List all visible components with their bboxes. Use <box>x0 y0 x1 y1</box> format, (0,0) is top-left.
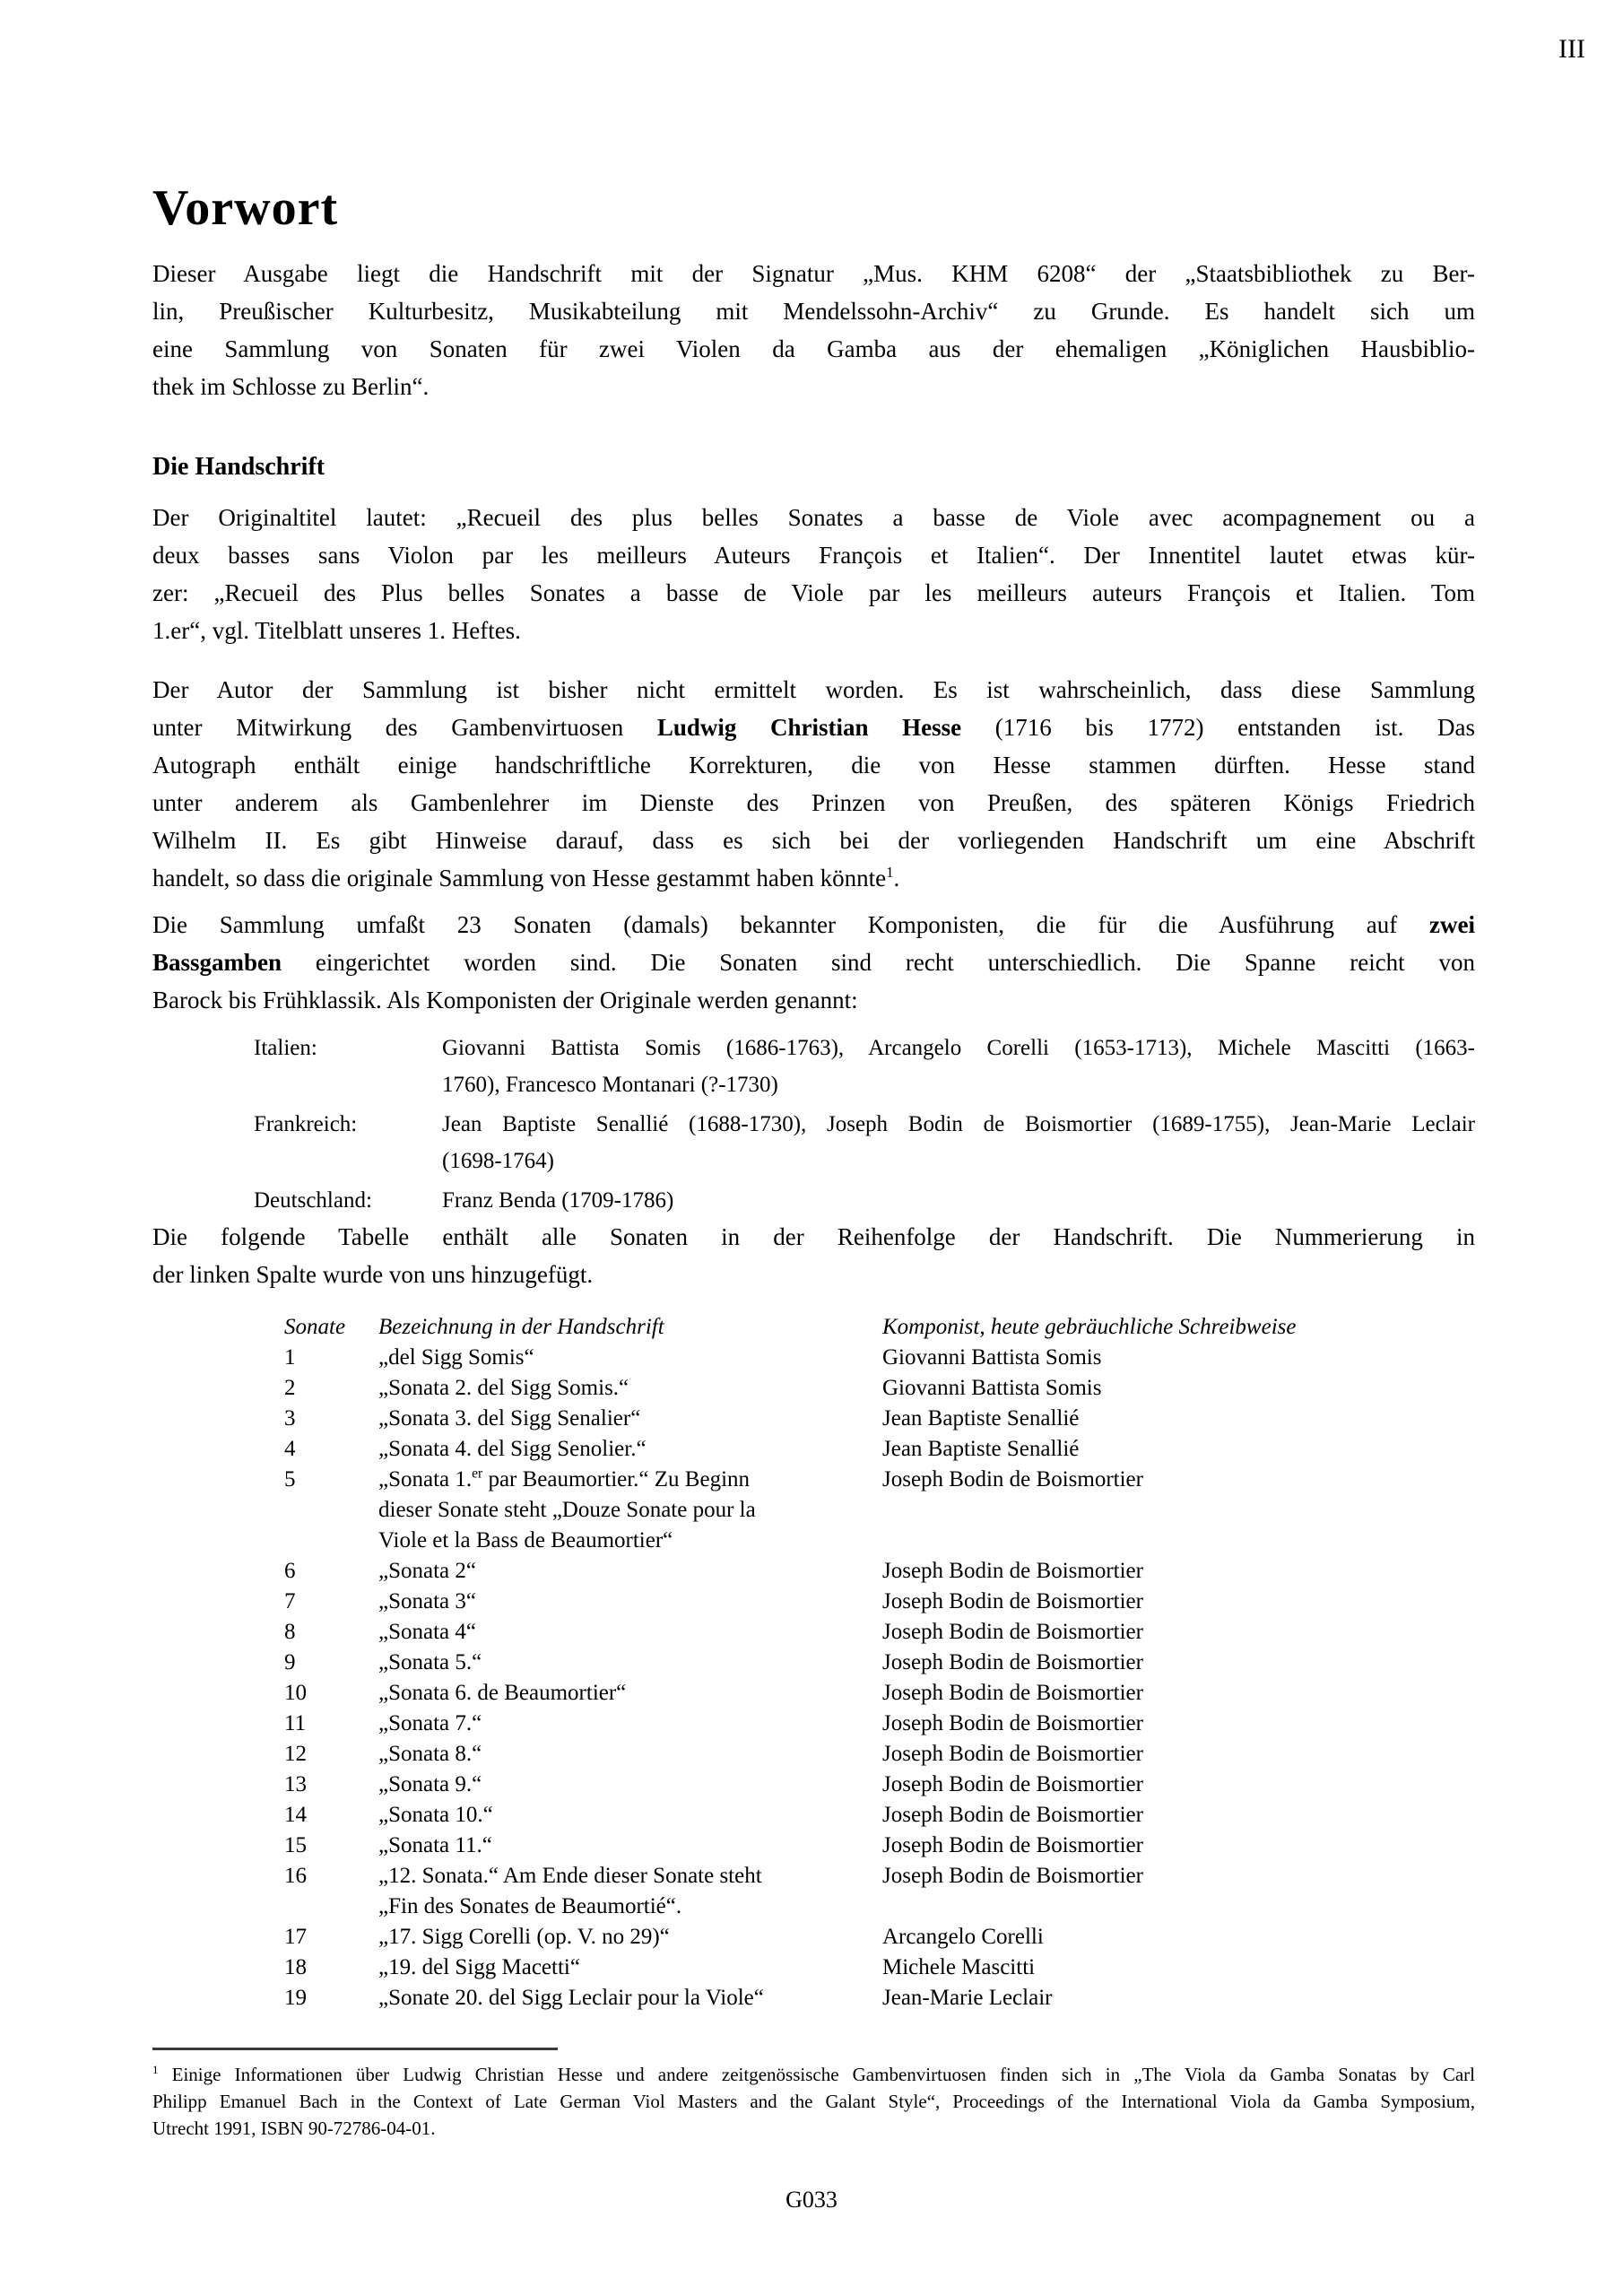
composer-region-label: Frankreich: <box>254 1112 358 1136</box>
text-line: unter anderem als Gambenlehrer im Dienste des Prinzen von Preußen, des späteren Königs Friedrich <box>152 789 1475 816</box>
text-line: (1698-1764) <box>442 1149 554 1173</box>
sonata-bezeichnung: „Sonata 4“ <box>378 1620 476 1644</box>
sonata-komponist: Joseph Bodin de Boismortier <box>882 1711 1143 1735</box>
footnote-separator-rule <box>152 2048 558 2050</box>
sonata-number: 15 <box>284 1833 307 1857</box>
text-line: Dieser Ausgabe liegt die Handschrift mit der Signatur „Mus. KHM 6208“ der „Staatsbibliothek zu Ber- <box>152 260 1475 287</box>
column-header-sonate: Sonate <box>284 1315 346 1339</box>
sonata-bezeichnung: „Sonata 3“ <box>378 1589 476 1613</box>
text-line: Autograph enthält einige handschriftliche Korrekturen, die von Hesse stammen dürften. Hesse stand <box>152 752 1475 778</box>
text-line: Franz Benda (1709-1786) <box>442 1188 674 1213</box>
sonata-komponist: Jean-Marie Leclair <box>882 1986 1053 2010</box>
sonata-number <box>284 1526 378 1556</box>
sonata-komponist <box>882 1495 1475 1526</box>
sonata-bezeichnung: dieser Sonate steht „Douze Sonate pour la <box>378 1498 756 1522</box>
sonata-komponist: Joseph Bodin de Boismortier <box>882 1650 1143 1674</box>
text-line <box>152 944 1475 981</box>
table-row <box>152 1434 1475 1465</box>
sonata-bezeichnung: „Sonata 4. del Sigg Senolier.“ <box>378 1437 647 1461</box>
sonata-komponist: Giovanni Battista Somis <box>882 1376 1102 1400</box>
sonata-number: 2 <box>284 1376 296 1400</box>
sonata-komponist: Joseph Bodin de Boismortier <box>882 1772 1143 1796</box>
text-line: 1760), Francesco Montanari (?-1730) <box>442 1073 778 1097</box>
sonata-bezeichnung: „19. del Sigg Macetti“ <box>378 1955 580 1979</box>
text-line: Giovanni Battista Somis (1686-1763), Arcangelo Corelli (1653-1713), Michele Mascitti (1663- <box>442 1036 1475 1060</box>
sonata-komponist: Joseph Bodin de Boismortier <box>882 1833 1143 1857</box>
composer-region-label: Deutschland: <box>254 1188 372 1213</box>
sonata-komponist: Joseph Bodin de Boismortier <box>882 1589 1143 1613</box>
sonata-bezeichnung: „Sonata 7.“ <box>378 1711 482 1735</box>
sonata-komponist: Jean Baptiste Senallié <box>882 1406 1080 1431</box>
table-row <box>152 1556 1475 1587</box>
text-segment: handelt, so dass die originale Sammlung von Hesse gestammt haben könnte <box>152 865 887 891</box>
paragraph-intro <box>152 255 1475 405</box>
page-title: Vorwort <box>152 180 339 236</box>
sonata-komponist: Michele Mascitti <box>882 1955 1036 1979</box>
sonata-bezeichnung: Viole et la Bass de Beaumortier“ <box>378 1528 673 1552</box>
paragraph-originaltitel <box>152 499 1475 649</box>
table-row <box>152 1861 1475 1892</box>
text-line: Barock bis Frühklassik. Als Komponisten der Originale werden genannt: <box>152 987 858 1013</box>
sonata-number: 13 <box>284 1772 307 1796</box>
composer-names <box>442 1182 1475 1219</box>
sonata-number <box>284 1495 378 1526</box>
sonata-bezeichnung: „Sonata 5.“ <box>378 1650 482 1674</box>
footnote-marker: 1 <box>152 2063 159 2076</box>
sonata-bezeichnung: „Sonate 20. del Sigg Leclair pour la Viole“ <box>378 1986 764 2010</box>
text-segment: (1716 bis 1772) entstanden ist. Das <box>961 714 1475 741</box>
section-heading-die-handschrift: Die Handschrift <box>152 453 325 481</box>
table-row <box>152 1465 1475 1495</box>
text-line <box>152 709 1475 746</box>
table-row-continuation <box>152 1526 1475 1556</box>
table-row-continuation <box>152 1495 1475 1526</box>
text-line: thek im Schlosse zu Berlin“. <box>152 373 430 400</box>
bold-bassgamben: Bassgamben <box>152 949 282 976</box>
text-line <box>152 906 1475 944</box>
sonata-komponist: Joseph Bodin de Boismortier <box>882 1681 1143 1705</box>
paragraph-autor <box>152 671 1475 897</box>
text-line <box>152 2061 1475 2088</box>
sonata-komponist: Joseph Bodin de Boismortier <box>882 1620 1143 1644</box>
text-line: Wilhelm II. Es gibt Hinweise darauf, dass es sich bei der vorliegenden Handschrift um eine Abschrift <box>152 827 1475 854</box>
text-line: Utrecht 1991, ISBN 90-72786-04-01. <box>152 2118 436 2139</box>
sonata-komponist <box>882 1526 1475 1556</box>
table-row <box>152 1922 1475 1952</box>
sonata-number: 3 <box>284 1406 296 1431</box>
text-line: Der Originaltitel lautet: „Recueil des plus belles Sonates a basse de Viole avec acompagnement ou a <box>152 504 1475 531</box>
table-row <box>152 1373 1475 1404</box>
sonata-komponist: Jean Baptiste Senallié <box>882 1437 1080 1461</box>
composer-entry-italien <box>254 1030 1475 1103</box>
table-row-continuation <box>152 1892 1475 1922</box>
table-row <box>152 1770 1475 1800</box>
sonata-number: 9 <box>284 1650 296 1674</box>
composer-entry-deutschland <box>254 1182 1475 1219</box>
sonata-number: 8 <box>284 1620 296 1644</box>
text-segment: . <box>893 865 900 891</box>
sonata-bezeichnung: „del Sigg Somis“ <box>378 1345 534 1370</box>
column-header-bezeichnung: Bezeichnung in der Handschrift <box>378 1315 664 1339</box>
sonata-komponist: Joseph Bodin de Boismortier <box>882 1803 1143 1827</box>
table-row <box>152 1952 1475 1983</box>
text-line: Jean Baptiste Senallié (1688-1730), Joseph Bodin de Boismortier (1689-1755), Jean-Marie Leclair <box>442 1112 1475 1136</box>
table-row <box>152 1709 1475 1739</box>
text-line: 1.er“, vgl. Titelblatt unseres 1. Heftes. <box>152 617 521 644</box>
table-row <box>152 1678 1475 1709</box>
sonata-komponist: Joseph Bodin de Boismortier <box>882 1467 1143 1492</box>
text-line: Philipp Emanuel Bach in the Context of Late German Viol Masters and the Galant Style“, Proceedings of the International Viola da Gamba Symposium, <box>152 2091 1475 2112</box>
composer-list <box>254 1030 1475 1222</box>
sonata-number: 14 <box>284 1803 307 1827</box>
sonata-bezeichnung: „Sonata 11.“ <box>378 1833 492 1857</box>
ordinal-superscript: er <box>472 1465 483 1482</box>
bold-name-hesse: Ludwig Christian Hesse <box>656 714 962 741</box>
table-header-row <box>152 1312 1475 1343</box>
table-row <box>152 1800 1475 1831</box>
sonata-komponist <box>882 1892 1475 1922</box>
text-line: Die folgende Tabelle enthält alle Sonaten in der Reihenfolge der Handschrift. Die Nummerierung in <box>152 1223 1475 1250</box>
text-segment: Einige Informationen über Ludwig Christian Hesse und andere zeitgenössische Gambenvirtuosen finden sich in „The Viola da Gamba Sonatas by Carl <box>158 2064 1475 2085</box>
composer-names <box>442 1030 1475 1103</box>
sonata-number: 1 <box>284 1345 296 1370</box>
sonata-bezeichnung: „Sonata 10.“ <box>378 1803 493 1827</box>
text-line <box>152 859 1475 897</box>
sonata-number: 19 <box>284 1986 307 2010</box>
sonata-number: 7 <box>284 1589 296 1613</box>
sonata-number: 16 <box>284 1864 307 1888</box>
footnote <box>152 2061 1475 2142</box>
sonata-number <box>284 1892 378 1922</box>
table-row <box>152 1983 1475 2013</box>
sonata-bezeichnung: „17. Sigg Corelli (op. V. no 29)“ <box>378 1925 670 1949</box>
sonata-number: 11 <box>284 1711 307 1735</box>
bold-zwei: zwei <box>1429 911 1475 938</box>
sonata-komponist: Arcangelo Corelli <box>882 1925 1044 1949</box>
text-line: der linken Spalte wurde von uns hinzugefügt. <box>152 1261 594 1288</box>
sonata-number: 4 <box>284 1437 296 1461</box>
footnote-reference: 1 <box>886 864 894 881</box>
plate-number-footer: G033 <box>785 2187 838 2213</box>
sonata-number: 18 <box>284 1955 307 1979</box>
sonata-bezeichnung: „Sonata 3. del Sigg Senalier“ <box>378 1406 641 1431</box>
text-segment: par Beaumortier.“ Zu Beginn <box>482 1467 751 1492</box>
sonata-number: 12 <box>284 1742 307 1766</box>
sonata-bezeichnung: „Sonata 2. del Sigg Somis.“ <box>378 1376 629 1400</box>
sonata-bezeichnung <box>378 1465 882 1495</box>
sonata-komponist: Giovanni Battista Somis <box>882 1345 1102 1370</box>
composer-names <box>442 1106 1475 1179</box>
table-row <box>152 1831 1475 1861</box>
paragraph-sammlung <box>152 906 1475 1019</box>
text-line: deux basses sans Violon par les meilleurs Auteurs François et Italien“. Der Innentitel lautet etwas kür- <box>152 542 1475 569</box>
sonata-komponist: Joseph Bodin de Boismortier <box>882 1864 1143 1888</box>
sonata-number: 6 <box>284 1559 296 1583</box>
sonata-bezeichnung: „Sonata 8.“ <box>378 1742 482 1766</box>
sonata-bezeichnung: „Sonata 6. de Beaumortier“ <box>378 1681 627 1705</box>
sonata-number: 10 <box>284 1681 307 1705</box>
text-line: eine Sammlung von Sonaten für zwei Violen da Gamba aus der ehemaligen „Königlichen Hausbiblio- <box>152 335 1475 362</box>
paragraph-tabelle-intro <box>152 1218 1475 1293</box>
sonata-number: 5 <box>284 1467 296 1492</box>
text-segment: „Sonata 1. <box>378 1467 473 1492</box>
sonata-komponist: Joseph Bodin de Boismortier <box>882 1742 1143 1766</box>
composer-entry-frankreich <box>254 1106 1475 1179</box>
text-segment: unter Mitwirkung des Gambenvirtuosen <box>152 714 657 741</box>
composer-region-label: Italien: <box>254 1036 317 1060</box>
text-line: lin, Preußischer Kulturbesitz, Musikabteilung mit Mendelssohn-Archiv“ zu Grunde. Es handelt sich um <box>152 298 1475 325</box>
text-segment: Die Sammlung umfaßt 23 Sonaten (damals) bekannter Komponisten, die für die Ausführung auf <box>152 911 1430 938</box>
sonata-table <box>152 1312 1475 2013</box>
table-row <box>152 1343 1475 1373</box>
sonata-bezeichnung: „Sonata 9.“ <box>378 1772 482 1796</box>
table-row <box>152 1739 1475 1770</box>
table-row <box>152 1617 1475 1648</box>
table-row <box>152 1648 1475 1678</box>
sonata-bezeichnung: „12. Sonata.“ Am Ende dieser Sonate steht <box>378 1864 762 1888</box>
sonata-bezeichnung: „Fin des Sonates de Beaumortié“. <box>378 1894 682 1918</box>
column-header-komponist: Komponist, heute gebräuchliche Schreibweise <box>882 1315 1297 1339</box>
page-number: III <box>1558 34 1585 64</box>
sonata-number: 17 <box>284 1925 307 1949</box>
table-row <box>152 1587 1475 1617</box>
text-segment: eingerichtet worden sind. Die Sonaten sind recht unterschiedlich. Die Spanne reicht von <box>282 949 1475 976</box>
sonata-bezeichnung: „Sonata 2“ <box>378 1559 476 1583</box>
text-line: zer: „Recueil des Plus belles Sonates a basse de Viole par les meilleurs auteurs François et Italien. Tom <box>152 579 1475 606</box>
text-line: Der Autor der Sammlung ist bisher nicht ermittelt worden. Es ist wahrscheinlich, dass diese Sammlung <box>152 676 1475 703</box>
table-row <box>152 1404 1475 1434</box>
sonata-komponist: Joseph Bodin de Boismortier <box>882 1559 1143 1583</box>
